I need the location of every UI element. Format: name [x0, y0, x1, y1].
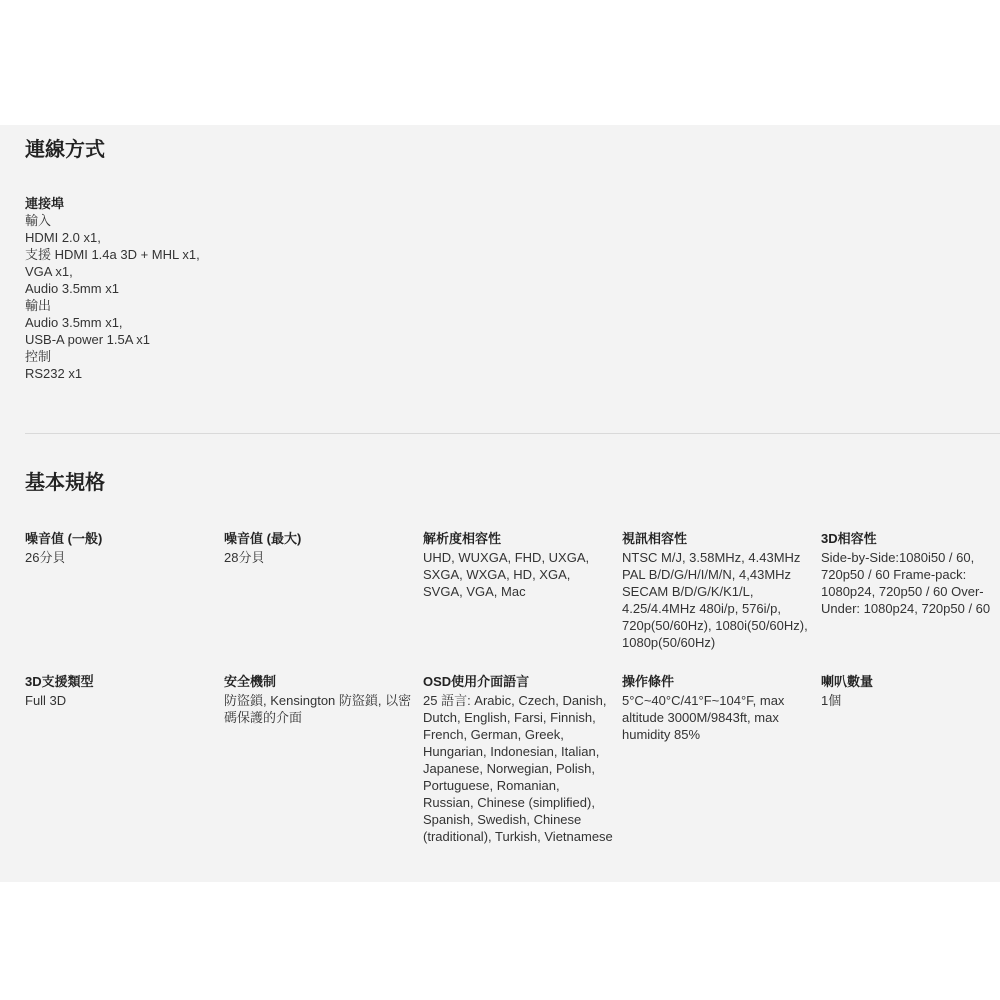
port-line: Audio 3.5mm x1 — [25, 281, 119, 296]
spec-label: 視訊相容性 — [622, 531, 688, 546]
ports-block — [25, 195, 325, 382]
spec-label: 安全機制 — [224, 674, 277, 689]
spec-label: 3D相容性 — [821, 531, 877, 546]
spec-label: 噪音值 (最大) — [224, 531, 302, 546]
spec-label: 解析度相容性 — [423, 531, 502, 546]
spec-value: 防盜鎖, Kensington 防盜鎖, 以密碼保護的介面 — [224, 693, 412, 725]
spec-value: Full 3D — [25, 693, 67, 708]
basic-specs-section-title: 基本規格 — [25, 472, 105, 494]
spec-label: 操作條件 — [622, 674, 675, 689]
spec-osd-languages — [423, 673, 613, 845]
spec-speaker-count — [821, 673, 999, 709]
spec-noise-max — [224, 530, 414, 566]
port-line: RS232 x1 — [25, 366, 83, 381]
spec-label: 3D支援類型 — [25, 674, 94, 689]
spec-label: OSD使用介面語言 — [423, 674, 530, 689]
spec-video-compatibility — [622, 530, 812, 651]
port-line: HDMI 2.0 x1, — [25, 230, 101, 245]
spec-operating-conditions — [622, 673, 812, 743]
spec-security — [224, 673, 414, 726]
spec-value: 28分貝 — [224, 550, 265, 565]
port-line: 支援 HDMI 1.4a 3D + MHL x1, — [25, 247, 200, 262]
port-line: 控制 — [25, 349, 52, 364]
spec-value: UHD, WUXGA, FHD, UXGA, SXGA, WXGA, HD, XGA, SVGA, VGA, Mac — [423, 550, 590, 599]
spec-3d-support-type — [25, 673, 215, 709]
spec-value: NTSC M/J, 3.58MHz, 4.43MHz PAL B/D/G/H/I/M/N, 4,43MHz SECAM B/D/G/K/K1/L, 4.25/4.4MHz 480i/p, 576i/p, 720p(50/60Hz), 1080i(50/60Hz), 1080p(50/60Hz) — [622, 550, 808, 650]
spec-value: 5°C~40°C/41°F~104°F, max altitude 3000M/9843ft, max humidity 85% — [622, 693, 785, 742]
spec-3d-compatibility — [821, 530, 999, 617]
port-line: Audio 3.5mm x1, — [25, 315, 123, 330]
spec-noise-typical — [25, 530, 215, 566]
port-line: 輸入 — [25, 213, 52, 228]
section-divider — [25, 433, 1000, 434]
port-line: VGA x1, — [25, 264, 73, 279]
spec-value: Side-by-Side:1080i50 / 60, 720p50 / 60 Frame-pack: 1080p24, 720p50 / 60 Over-Under: 1080p24, 720p50 / 60 — [821, 550, 991, 616]
spec-resolution-compatibility — [423, 530, 613, 600]
port-line: USB-A power 1.5A x1 — [25, 332, 151, 347]
spec-value: 25 語言: Arabic, Czech, Danish, Dutch, English, Farsi, Finnish, French, German, Greek, Hungarian, Indonesian, Italian, Japanese, Norwegian, Polish, Portuguese, Romanian, Russian, Chinese (simplified), Spanish, Swedish, Chinese (traditional), Turkish, Vietnamese — [423, 693, 613, 844]
spec-label: 喇叭數量 — [821, 674, 874, 689]
connection-section-title: 連線方式 — [25, 139, 105, 161]
spec-label: 噪音值 (一般) — [25, 531, 103, 546]
ports-heading: 連接埠 — [25, 196, 65, 211]
port-line: 輸出 — [25, 298, 52, 313]
spec-value: 1個 — [821, 693, 842, 708]
spec-value: 26分貝 — [25, 550, 66, 565]
